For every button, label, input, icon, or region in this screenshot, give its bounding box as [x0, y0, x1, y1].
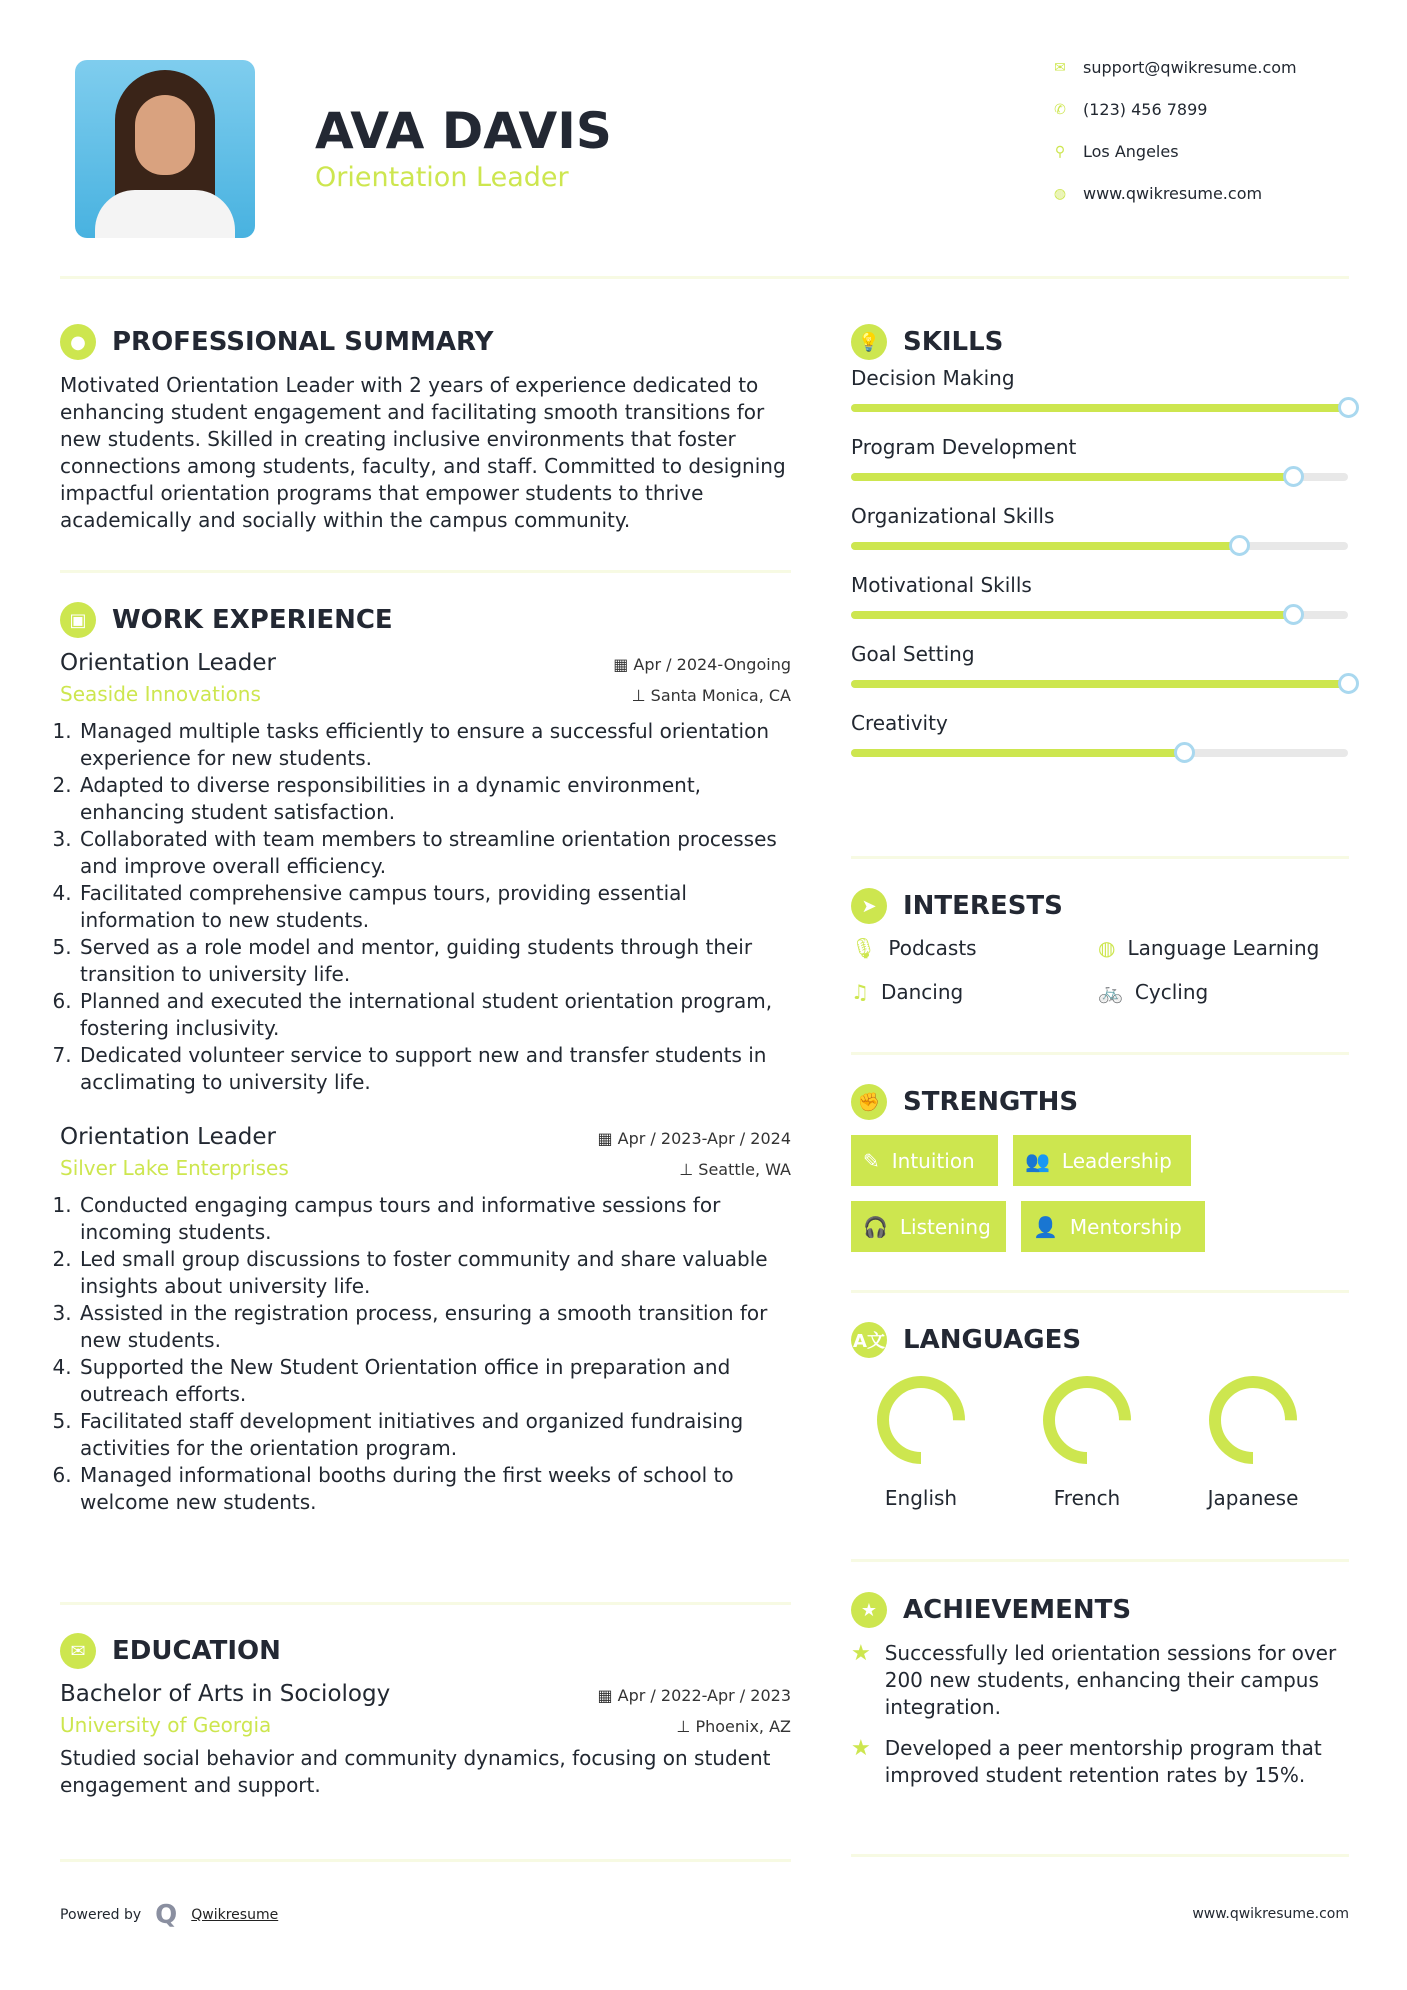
bullet: 7. Dedicated volunteer service to support new and transfer students in acclimating to university life. [78, 1042, 791, 1096]
calendar-icon: ▦ [597, 1686, 618, 1705]
map-pin-icon: ⚲ [1054, 143, 1066, 160]
strength-tag: 🎧 Listening [851, 1201, 1006, 1252]
bullet: 6. Planned and executed the international student orientation program, fostering inclusivity. [78, 988, 791, 1042]
user-icon: ● [60, 324, 96, 360]
divider [851, 1854, 1349, 1857]
profile-photo [75, 60, 255, 238]
section-title: WORK EXPERIENCE [112, 605, 393, 635]
trophy-icon: ★ [851, 1592, 887, 1628]
envelope-icon: ✉ [1054, 59, 1066, 76]
company-name: Silver Lake Enterprises [60, 1156, 289, 1180]
job-location: ⊥ Santa Monica, CA [631, 686, 791, 705]
summary-text: Motivated Orientation Leader with 2 years of experience dedicated to enhancing student engagement and facilitating smooth transitions for new students. Skilled in creating inclusive environments that foster connections among students, faculty, and staff. Committed to designing impactful orientation programs that empower students to thrive academically and socially within the campus community. [60, 373, 786, 532]
language-icon: A文 [851, 1322, 887, 1358]
achievement-item: ★ Developed a peer mentorship program that improved student retention rates by 15%. [851, 1736, 1322, 1787]
music-note-icon: ♫ [851, 980, 869, 1004]
divider [851, 1290, 1349, 1293]
users-icon: 👥 [1025, 1148, 1050, 1173]
calendar-icon: ▦ [597, 1129, 618, 1148]
graduation-icon: ✉ [60, 1633, 96, 1669]
skill-fill [851, 473, 1293, 481]
achievement-item: ★ Successfully led orientation sessions for over 200 new students, enhancing their campus integration. [851, 1641, 1337, 1719]
divider [60, 570, 791, 573]
skill-item [851, 642, 1349, 688]
job-bullets [60, 1192, 791, 1516]
divider [851, 1559, 1349, 1562]
section-title: STRENGTHS [903, 1087, 1079, 1117]
section-title: PROFESSIONAL SUMMARY [112, 327, 494, 357]
language-name: English [884, 1486, 958, 1510]
skills-section [851, 324, 1349, 757]
bullet: 2. Adapted to diverse responsibilities in a dynamic environment, enhancing student satisfaction. [78, 772, 791, 826]
skill-item [851, 504, 1349, 550]
skill-fill [851, 680, 1348, 688]
contact-text: Los Angeles [1083, 142, 1179, 161]
job-title: Orientation Leader [60, 650, 277, 676]
briefcase-icon: ▣ [60, 602, 96, 638]
contact-website[interactable] [1053, 184, 1262, 203]
job-date: ▦ Apr / 2023-Apr / 2024 [597, 1129, 791, 1148]
skill-name: Organizational Skills [851, 504, 1055, 528]
strength-tag: ✎ Intuition [851, 1135, 998, 1186]
skill-knob [1338, 673, 1359, 694]
skill-knob [1229, 535, 1250, 556]
footer-website[interactable]: www.qwikresume.com [1192, 1906, 1349, 1922]
skill-item [851, 366, 1349, 412]
qwikresume-logo-icon: Q [155, 1900, 178, 1930]
interest-item: ♫ Dancing [851, 980, 964, 1004]
skill-fill [851, 749, 1184, 757]
contact-text: (123) 456 7899 [1083, 100, 1208, 119]
contact-location [1053, 142, 1179, 161]
strengths-section [851, 1084, 1349, 1264]
skill-name: Program Development [851, 435, 1077, 459]
strength-tag: 👤 Mentorship [1021, 1201, 1205, 1252]
language-item [851, 1372, 991, 1510]
job-entry [60, 1124, 791, 1516]
education-desc: Studied social behavior and community dynamics, focusing on student engagement and support. [60, 1746, 771, 1797]
skill-fill [851, 542, 1239, 550]
skill-item [851, 573, 1349, 619]
skill-name: Motivational Skills [851, 573, 1032, 597]
pin-icon: ⊥ [631, 686, 651, 705]
star-hand-icon: ★ [851, 1641, 871, 1666]
skill-knob [1338, 397, 1359, 418]
interests-section [851, 888, 1349, 1004]
lightbulb-icon: 💡 [851, 324, 887, 360]
divider [60, 1859, 791, 1862]
skill-name: Creativity [851, 711, 948, 735]
achievements-section [851, 1592, 1349, 1789]
bullet: 4. Facilitated comprehensive campus tours, providing essential information to new students. [78, 880, 791, 934]
skill-bar [851, 404, 1348, 412]
interest-item: ◍ Language Learning [1098, 936, 1320, 960]
bullet: 4. Supported the New Student Orientation office in preparation and outreach efforts. [78, 1354, 791, 1408]
languages-section [851, 1322, 1349, 1510]
microphone-icon: 🎙 [851, 936, 877, 960]
skill-item [851, 435, 1349, 481]
degree: Bachelor of Arts in Sociology [60, 1681, 391, 1707]
skill-bar [851, 542, 1348, 550]
contact-email[interactable] [1053, 58, 1297, 77]
paper-plane-icon: ➤ [851, 888, 887, 924]
skill-knob [1283, 604, 1304, 625]
language-item [1183, 1372, 1323, 1510]
bullet: 2. Led small group discussions to foster community and share valuable insights about university life. [78, 1246, 791, 1300]
star-hand-icon: ★ [851, 1736, 871, 1761]
summary-section [60, 324, 791, 534]
globe-icon: ◍ [1053, 185, 1067, 202]
skill-knob [1283, 466, 1304, 487]
header-divider [60, 276, 1349, 279]
language-ring [1205, 1372, 1301, 1468]
interest-item: 🚲 Cycling [1098, 980, 1209, 1004]
phone-icon: ✆ [1054, 101, 1066, 118]
bullet: 3. Assisted in the registration process, ensuring a smooth transition for new students. [78, 1300, 791, 1354]
skill-bar [851, 680, 1348, 688]
section-title: INTERESTS [903, 891, 1063, 921]
bicycle-icon: 🚲 [1098, 980, 1123, 1004]
candidate-role: Orientation Leader [315, 162, 569, 193]
skill-bar [851, 611, 1348, 619]
divider [60, 1602, 791, 1605]
job-location: ⊥ Seattle, WA [679, 1160, 791, 1179]
bullet: 6. Managed informational booths during the first weeks of school to welcome new students. [78, 1462, 791, 1516]
skill-item [851, 711, 1349, 757]
section-title: SKILLS [903, 327, 1004, 357]
job-date: ▦ Apr / 2024-Ongoing [613, 655, 791, 674]
bullet: 5. Served as a role model and mentor, guiding students through their transition to university life. [78, 934, 791, 988]
skill-fill [851, 611, 1293, 619]
language-ring [1039, 1372, 1135, 1468]
edu-location: ⊥ Phoenix, AZ [676, 1717, 791, 1736]
skill-name: Goal Setting [851, 642, 975, 666]
skill-bar [851, 749, 1348, 757]
qwikresume-link[interactable]: Qwikresume [191, 1907, 279, 1923]
language-name: French [1053, 1486, 1121, 1510]
divider [851, 1052, 1349, 1055]
section-title: LANGUAGES [903, 1325, 1082, 1355]
divider [851, 856, 1349, 859]
skill-bar [851, 473, 1348, 481]
work-section [60, 602, 791, 1516]
contact-text: support@qwikresume.com [1083, 58, 1297, 77]
contact-phone[interactable] [1053, 100, 1207, 119]
bullet: 1. Conducted engaging campus tours and informative sessions for incoming students. [78, 1192, 791, 1246]
job-entry [60, 650, 791, 1096]
school-name: University of Georgia [60, 1713, 272, 1737]
magic-wand-icon: ✎ [863, 1148, 880, 1173]
headphones-icon: 🎧 [863, 1214, 888, 1239]
language-item [1017, 1372, 1157, 1510]
edu-date: ▦ Apr / 2022-Apr / 2023 [597, 1686, 791, 1705]
job-title: Orientation Leader [60, 1124, 277, 1150]
calendar-icon: ▦ [613, 655, 634, 674]
language-ring [873, 1372, 969, 1468]
candidate-name: AVA DAVIS [315, 102, 612, 160]
skill-name: Decision Making [851, 366, 1015, 390]
pin-icon: ⊥ [679, 1160, 699, 1179]
fist-icon: ✊ [851, 1084, 887, 1120]
section-title: ACHIEVEMENTS [903, 1595, 1132, 1625]
section-title: EDUCATION [112, 1636, 281, 1666]
strength-tag: 👥 Leadership [1013, 1135, 1191, 1186]
education-section [60, 1633, 791, 1799]
job-bullets [60, 718, 791, 1096]
company-name: Seaside Innovations [60, 682, 261, 706]
skill-fill [851, 404, 1348, 412]
skill-knob [1174, 742, 1195, 763]
bullet: 5. Facilitated staff development initiatives and organized fundraising activities for the orientation program. [78, 1408, 791, 1462]
user-plus-icon: 👤 [1033, 1214, 1058, 1239]
bullet: 3. Collaborated with team members to streamline orientation processes and improve overall efficiency. [78, 826, 791, 880]
globe-icon: ◍ [1098, 936, 1116, 960]
bullet: 1. Managed multiple tasks efficiently to ensure a successful orientation experience for new students. [78, 718, 791, 772]
footer-powered [60, 1900, 278, 1930]
powered-by-label: Powered by [60, 1907, 142, 1923]
interest-item: 🎙 Podcasts [851, 936, 977, 960]
pin-icon: ⊥ [676, 1717, 696, 1736]
contact-text: www.qwikresume.com [1083, 184, 1263, 203]
language-name: Japanese [1207, 1486, 1299, 1510]
